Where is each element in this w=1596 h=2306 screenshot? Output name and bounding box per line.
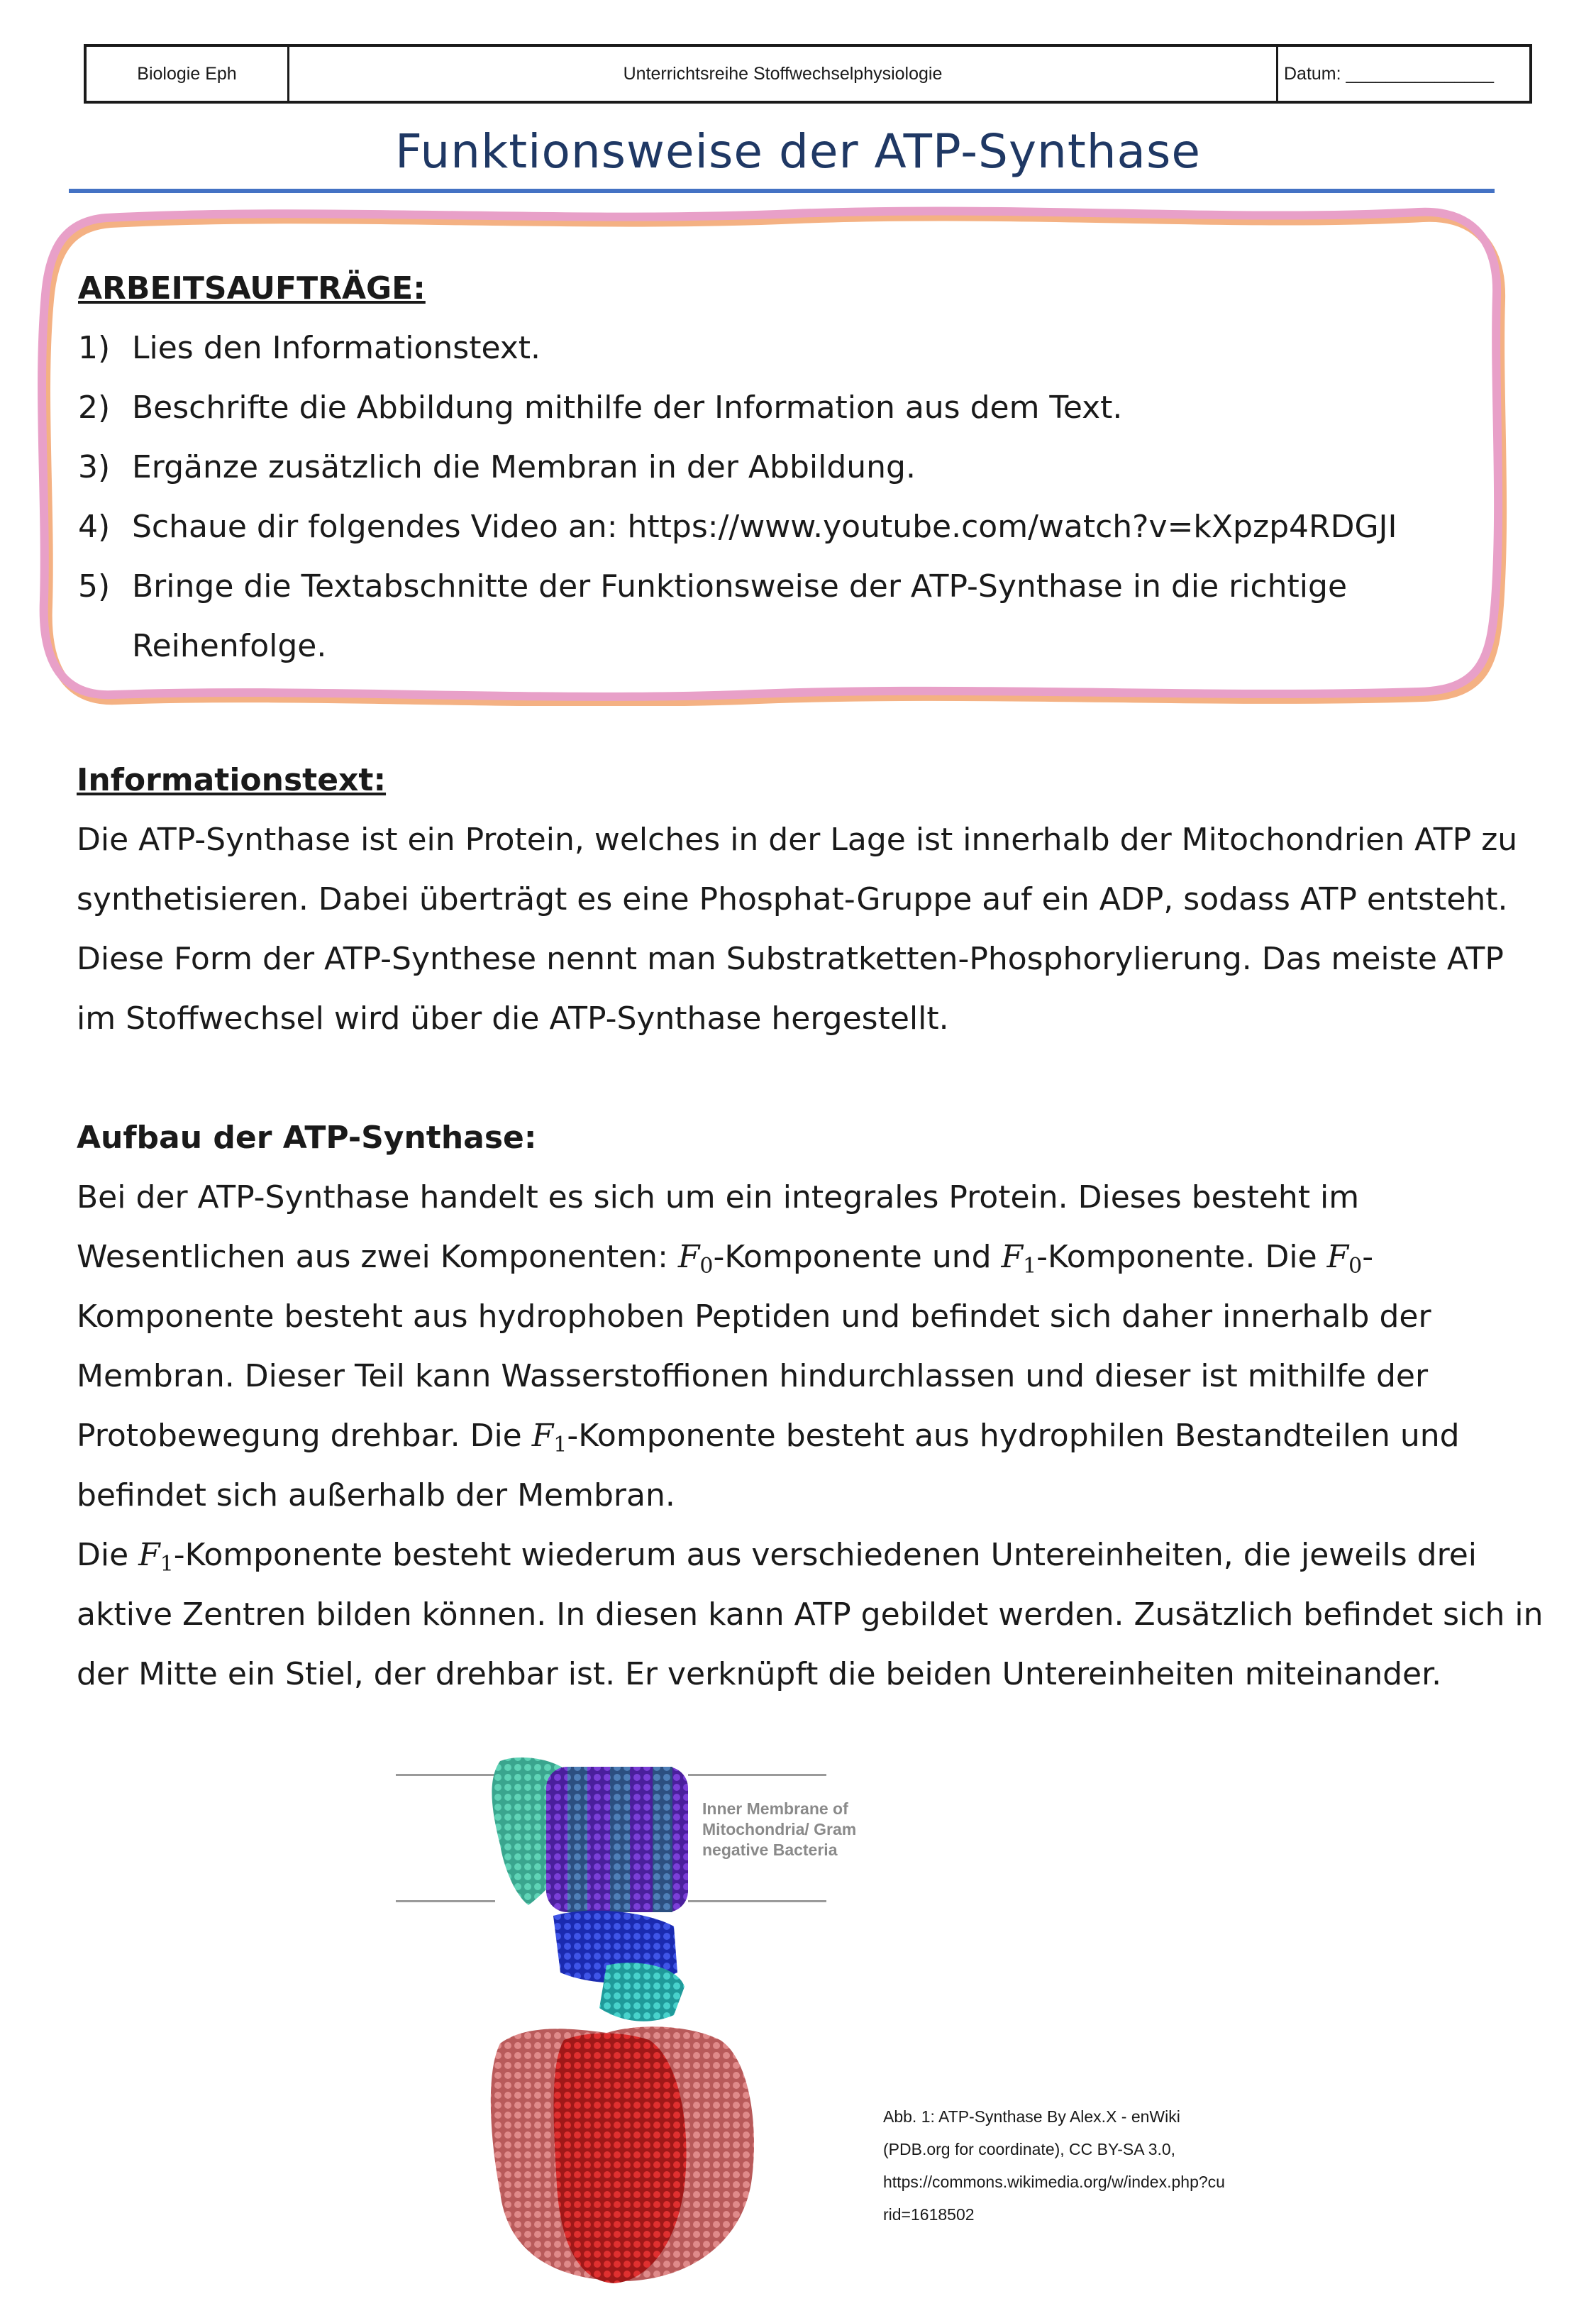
atp-synthase-figure xyxy=(394,1753,833,2292)
task-text: Bringe die Textabschnitte der Funktionsweise der ATP-Synthase in die richtige Reihenfolge. xyxy=(132,568,1348,664)
text-run: -Komponente und xyxy=(713,1239,1002,1275)
tasks-heading: ARBEITSAUFTRÄGE: xyxy=(78,270,426,307)
task-item xyxy=(78,557,1483,676)
task-text: Schaue dir folgendes Video an: https://www.youtube.com/watch?v=kXpzp4RDGJI xyxy=(132,509,1397,545)
task-text: Ergänze zusätzlich die Membran in der Abbildung. xyxy=(132,449,916,485)
caption-line: Abb. 1: ATP-Synthase By Alex.X - enWiki xyxy=(883,2107,1180,2126)
header-unit: Unterrichtsreihe Stoffwechselphysiologie xyxy=(289,47,1278,101)
task-item xyxy=(78,438,1483,497)
header-date: Datum: _______________ xyxy=(1284,63,1495,84)
task-number: 5) xyxy=(78,568,111,605)
figure-caption xyxy=(883,2100,1323,2231)
caption-line: rid=1618502 xyxy=(883,2205,975,2224)
atp-synthase-illustration xyxy=(394,1753,833,2292)
caption-line: (PDB.org for coordinate), CC BY-SA 3.0, xyxy=(883,2140,1176,2158)
text-run: Bei der ATP-Synthase handelt es sich um ein integrales Protein. Dieses besteht im Wesentlichen aus zwei Komponenten: xyxy=(77,1179,1360,1275)
task-item xyxy=(78,497,1483,557)
text-run: -Komponente besteht aus hydrophoben Peptiden und befindet sich daher innerhalb der Membran. Dieser Teil kann Wasserstoffionen hindurchlassen und dieser ist mithilfe der Protobewegung drehbar. Die xyxy=(77,1239,1431,1454)
task-number: 1) xyxy=(78,330,111,366)
math-subscript: 0 xyxy=(1348,1254,1363,1279)
info-text: Die ATP-Synthase ist ein Protein, welches in der Lage ist innerhalb der Mitochondrien ATP zu synthetisieren. Dabei überträgt es eine Phosphat-Gruppe auf ein ADP, sodass ATP entsteht. Diese Form der ATP-Synthese nennt man Substratketten-Phosphorylierung. Das meiste ATP im Stoffwechsel wird über die ATP-Synthase hergestellt. xyxy=(77,822,1518,1037)
membrane-label: Inner Membrane of Mitochondria/ Gram negative Bacteria xyxy=(702,1799,857,1859)
task-item xyxy=(78,319,1483,378)
text-run: -Komponente. Die xyxy=(1036,1239,1327,1275)
header-table xyxy=(84,44,1532,104)
page-title: Funktionsweise der ATP-Synthase xyxy=(395,124,1201,179)
structure-paragraph-1 xyxy=(77,1168,1552,1526)
task-text: Beschrifte die Abbildung mithilfe der Information aus dem Text. xyxy=(132,390,1123,426)
task-box xyxy=(28,202,1511,706)
f0-symbol xyxy=(677,1239,714,1279)
math-letter: F xyxy=(531,1418,554,1454)
structure-heading: Aufbau der ATP-Synthase: xyxy=(77,1120,537,1156)
math-letter: F xyxy=(1001,1239,1024,1275)
math-letter: F xyxy=(1326,1239,1349,1275)
task-text: Lies den Informationstext. xyxy=(132,330,541,366)
f1-symbol xyxy=(531,1418,567,1457)
info-heading: Informationstext: xyxy=(77,762,387,798)
f1-symbol xyxy=(1001,1239,1037,1279)
task-item xyxy=(78,378,1483,438)
math-subscript: 0 xyxy=(699,1254,714,1279)
info-section xyxy=(77,751,1552,1049)
math-letter: F xyxy=(138,1537,160,1573)
math-subscript: 1 xyxy=(160,1552,174,1577)
math-letter: F xyxy=(677,1239,700,1275)
math-subscript: 1 xyxy=(553,1433,567,1457)
task-number: 3) xyxy=(78,449,111,485)
text-run: -Komponente besteht aus hydrophilen Bestandteilen und befindet sich außerhalb der Membran. xyxy=(77,1418,1460,1513)
f0-symbol xyxy=(1326,1239,1363,1279)
task-number: 2) xyxy=(78,390,111,426)
header-subject: Biologie Eph xyxy=(87,47,289,101)
caption-line: https://commons.wikimedia.org/w/index.php?cu xyxy=(883,2173,1225,2191)
title-underline xyxy=(69,189,1495,193)
text-run: Die xyxy=(77,1537,139,1573)
task-number: 4) xyxy=(78,509,111,545)
structure-section xyxy=(77,1108,1552,1704)
f1-symbol xyxy=(138,1537,174,1577)
structure-paragraph-2 xyxy=(77,1526,1552,1704)
math-subscript: 1 xyxy=(1023,1254,1037,1279)
text-run: -Komponente besteht wiederum aus verschiedenen Untereinheiten, die jeweils drei aktive Zentren bilden können. In diesen kann ATP gebildet werden. Zusätzlich befindet sich in der Mitte ein Stiel, der drehbar ist. Er verknüpft die beiden Untereinheiten miteinander. xyxy=(77,1537,1544,1692)
